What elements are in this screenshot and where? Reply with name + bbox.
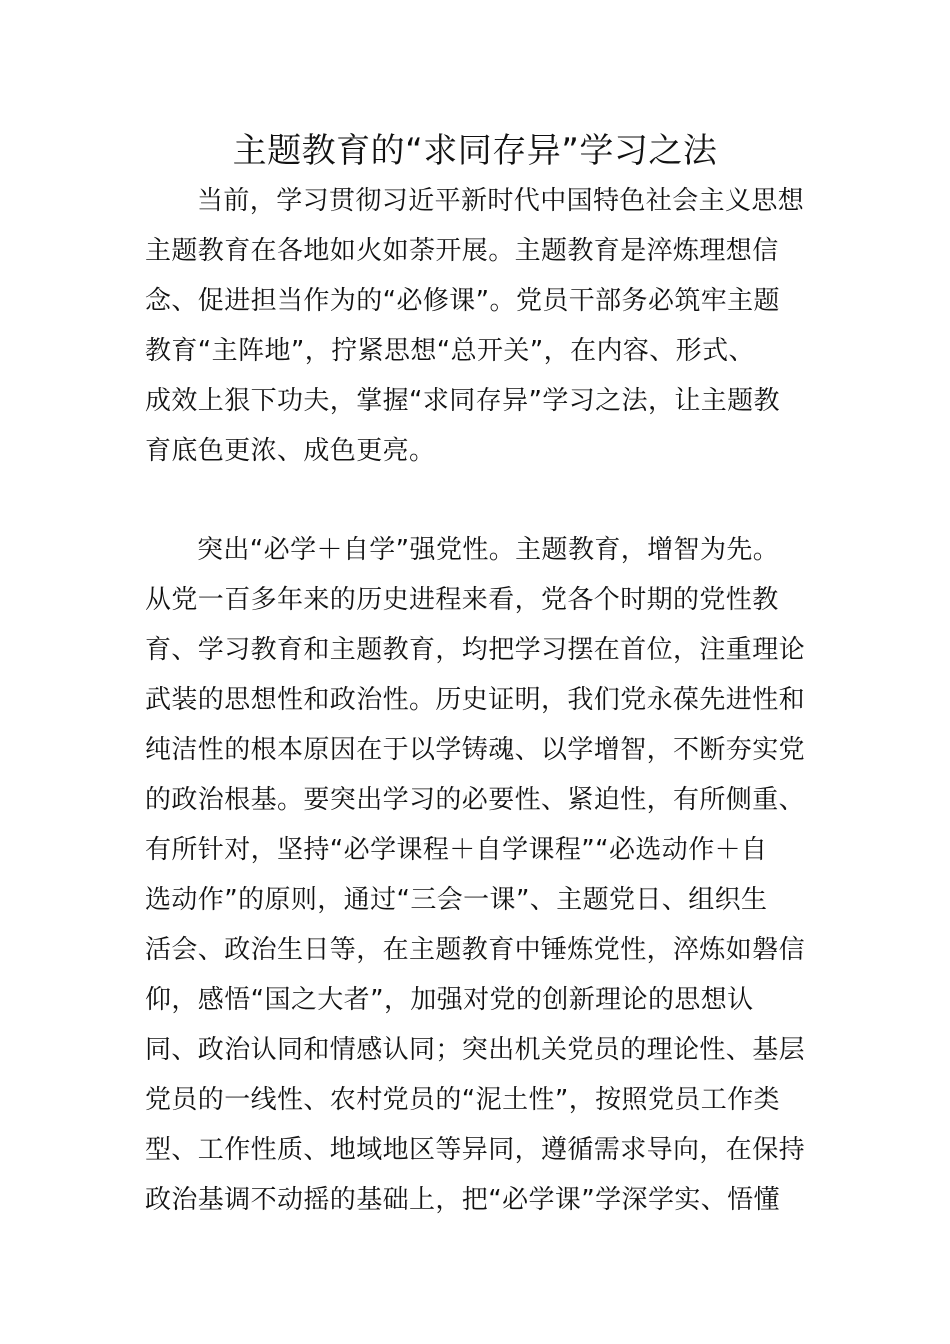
text-line: 从党一百多年来的历史进程来看，党各个时期的党性教 [145, 585, 779, 615]
text-line: 党员的一线性、农村党员的“泥土性”，按照党员工作类 [145, 1085, 780, 1115]
text-line: 纯洁性的根本原因在于以学铸魂、以学增智，不断夯实党 [145, 735, 806, 765]
text-line: 武装的思想性和政治性。历史证明，我们党永葆先进性和 [145, 685, 806, 715]
text-line: 当前，学习贯彻习近平新时代中国特色社会主义思想 [197, 186, 805, 216]
text-line: 教育“主阵地”，拧紧思想“总开关”，在内容、形式、 [145, 336, 755, 366]
text-line: 政治基调不动摇的基础上，把“必学课”学深学实、悟懂 [145, 1185, 780, 1215]
paragraph-2 [145, 525, 810, 1225]
text-line: 型、工作性质、地域地区等异同，遵循需求导向，在保持 [145, 1135, 806, 1165]
text-line: 活会、政治生日等，在主题教育中锤炼党性，淬炼如磐信 [145, 935, 806, 965]
text-line: 有所针对，坚持“必学课程＋自学课程”“必选动作＋自 [145, 835, 768, 865]
text-line: 主题教育在各地如火如荼开展。主题教育是淬炼理想信 [145, 236, 779, 266]
document-title: 主题教育的“求同存异”学习之法 [232, 131, 718, 171]
text-line: 育、学习教育和主题教育，均把学习摆在首位，注重理论 [145, 635, 806, 665]
text-line: 选动作”的原则，通过“三会一课”、主题党日、组织生 [145, 885, 768, 915]
text-line: 同、政治认同和情感认同；突出机关党员的理论性、基层 [145, 1035, 806, 1065]
paragraph-1 [145, 176, 810, 476]
text-line: 育底色更浓、成色更亮。 [145, 436, 436, 466]
text-line: 仰，感悟“国之大者”，加强对党的创新理论的思想认 [145, 985, 754, 1015]
text-line: 突出“必学＋自学”强党性。主题教育，增智为先。 [197, 535, 780, 565]
text-line: 成效上狠下功夫，掌握“求同存异”学习之法，让主题教 [145, 386, 780, 416]
text-line: 念、促进担当作为的“必修课”。党员干部务必筑牢主题 [145, 286, 780, 316]
text-line: 的政治根基。要突出学习的必要性、紧迫性，有所侧重、 [145, 785, 806, 815]
